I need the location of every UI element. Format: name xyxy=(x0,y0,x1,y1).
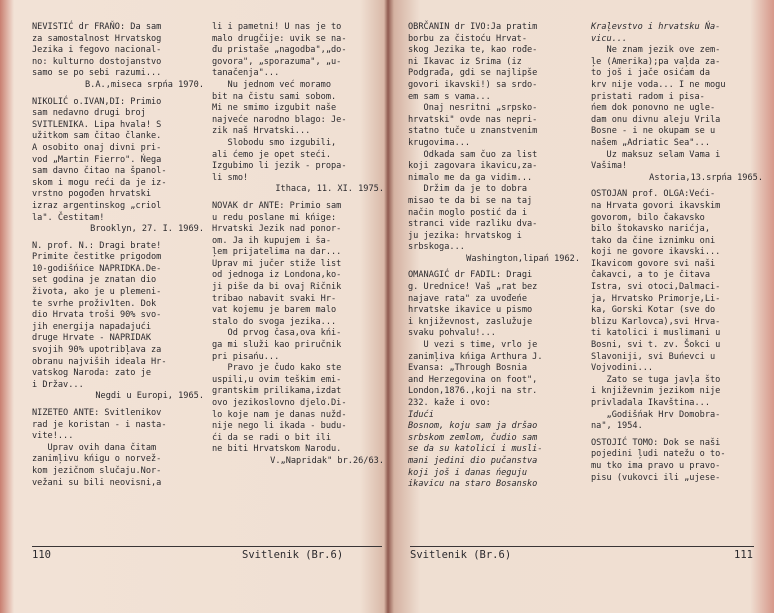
entry-line: 232. kaže i ovo: xyxy=(408,398,491,408)
entry-line: vatskog Naroda: zato je xyxy=(32,368,151,379)
entry-line: Ne znam jezik ove zem- xyxy=(591,45,721,56)
entry-line: jih energija napadajući xyxy=(32,321,151,332)
entry-line: ne biti Hrvatskom Narodu. xyxy=(212,444,342,455)
entry-line: Držim da je to dobra xyxy=(408,184,527,195)
entry-line: kom jezičnom slučaju.Nor- xyxy=(32,465,162,476)
entry-line: sam davno čitao na španol- xyxy=(32,166,167,177)
footer-rule xyxy=(410,546,754,547)
entry-line: mani jedini dio pučanstva xyxy=(408,455,538,466)
entry-line: pri pisańu... xyxy=(212,351,280,362)
running-title: Svitlenik (Br.6) xyxy=(242,549,344,561)
entry-line: zanimļiva kńiga Arthura J. xyxy=(408,351,543,362)
entry-line: izraz argentinskog „criol xyxy=(32,200,162,211)
entry-line: Uprav ovih dana čitam xyxy=(32,442,157,453)
entry-line: ka, Gorski Kotar (sve do xyxy=(591,305,716,316)
letter-entry xyxy=(32,22,204,92)
entry-line: 10-godišńice NAPRIDKA.De- xyxy=(32,263,162,274)
entry-line: zik naš Hrvatski... xyxy=(212,126,311,137)
entry-line: Slavoniji, svi Buńevci u xyxy=(591,351,716,362)
entry-line: privladala Ikavština... xyxy=(591,398,710,408)
entry-line: Hrvatski Jezik nad ponor- xyxy=(212,224,342,235)
entry-line: li smo! xyxy=(212,172,249,183)
entry-line: vežani su bili neovisni,a xyxy=(32,477,162,488)
entry-line: Ikavicom govore svi naši xyxy=(591,258,716,269)
entry-line: la". Čestitam! xyxy=(32,212,105,223)
entry-line: od jednoga iz Londona,ko- xyxy=(212,270,342,281)
entry-line: Kraļevstvo i hrvatsku Ńa- xyxy=(591,22,721,32)
entry-line: om. Ja ih kupujem i ša- xyxy=(212,235,331,246)
entry-line: SVITLENIKA. Lipa hvala! S xyxy=(32,119,162,130)
entry-line: Slobodu smo izgubili, xyxy=(212,137,337,148)
entry-line: dio Hrvata troši 90% svo- xyxy=(32,310,162,321)
entry-line: i književnim jezikom nije xyxy=(591,386,721,397)
entry-line: stalo do svoga jezika... xyxy=(212,316,337,327)
entry-line: Vojvodini... xyxy=(591,363,654,374)
page-number: 110 xyxy=(32,549,51,561)
entry-line: i književnost, zaslužuje xyxy=(408,316,533,327)
entry-line: li i pametni! U nas je to xyxy=(212,22,342,32)
entry-line: ali ćemo je opet steći. xyxy=(212,149,331,160)
entry-line: U vezi s time, vrlo je xyxy=(408,340,538,351)
entry-line: način moglo postić da i xyxy=(408,207,527,218)
entry-line: hrvatske ikavice u pismo xyxy=(408,305,533,316)
letter-entry xyxy=(32,408,204,489)
entry-line: vat kojemu je barem malo xyxy=(212,305,337,316)
entry-line: hrvatski" ovde nas nepri- xyxy=(408,114,538,125)
entry-line: London,1876.,koji na str. xyxy=(408,386,538,397)
entry-line: Idući xyxy=(408,409,434,420)
entry-line: Zato se tuga javļa što xyxy=(591,374,721,385)
entry-line: ńem dok ponovno ne ugle- xyxy=(591,103,716,114)
entry-line: druge Hrvate - NAPRIDAK xyxy=(32,333,151,344)
left-page-column-2 xyxy=(212,22,384,473)
entry-line: OBRČANIN dr IVO:Ja pratim xyxy=(408,22,538,32)
entry-line: vod „Martin Fierro". Ńega xyxy=(32,154,162,165)
entry-line: Izgubimo li jezik - propa- xyxy=(212,161,347,172)
letter-entry xyxy=(212,22,384,196)
entry-line: ji piše da bi ovaj Ričnik xyxy=(212,282,342,293)
entry-line: N. prof. N.: Dragi brate! xyxy=(32,240,162,251)
entry-line: za samostalnost Hrvatskog xyxy=(32,33,162,44)
right-page-column-1 xyxy=(408,22,580,496)
entry-line: našem „Adriatic Sea"... xyxy=(591,137,710,148)
entry-line: ju jezika: hrvatskog i xyxy=(408,230,522,241)
entry-line: Evansa: „Through Bosnia xyxy=(408,363,527,374)
entry-line: bilo štokavsko narićja, xyxy=(591,224,710,235)
entry-line: svaku pohvalu!... xyxy=(408,328,496,339)
entry-line: najveće narodno blago: Je- xyxy=(212,114,347,125)
entry-line: đu pristaše „nagodba",„do- xyxy=(212,45,347,56)
entry-line: rad je koristan - i nasta- xyxy=(32,419,167,430)
entry-signature: B.A.,miseca srpńa 1970. xyxy=(85,79,204,90)
letter-entry xyxy=(591,22,763,184)
entry-line: Uz maksuz selam Vama i xyxy=(591,149,721,160)
entry-line: skog Jezika te, kao rođe- xyxy=(408,45,538,56)
entry-line: koji zagovara ikavicu,za- xyxy=(408,161,538,172)
entry-signature: Negdi u Europi, 1965. xyxy=(95,391,204,402)
entry-line: ļe (Amerika);pa vaļda za- xyxy=(591,56,721,67)
entry-line: u redu poslane mi kńige: xyxy=(212,212,337,223)
entry-line: srbskom zemlom, čudio sam xyxy=(408,432,538,443)
footer-rule xyxy=(32,546,382,547)
entry-line: svojih 90% upotribļava za xyxy=(32,345,162,356)
entry-line: pojedini ļudi natežu o to- xyxy=(591,449,726,460)
entry-line: Bosne - i ne okupam se u xyxy=(591,126,716,137)
entry-line: statno tuče u znanstvenim xyxy=(408,126,538,137)
entry-line: g. Urednice! Vaš „rat bez xyxy=(408,282,538,293)
entry-line: govora", „sporazuma", „u- xyxy=(212,56,342,67)
entry-line: set godina je znatan dio xyxy=(32,275,157,286)
entry-line: OSTOJAN prof. OLGA:Veći- xyxy=(591,189,716,200)
entry-line: vicu... xyxy=(591,33,628,44)
entry-line: NEVISTIĆ dr FRAŇO: Da sam xyxy=(32,22,162,32)
entry-line: NIKOLIĆ o.IVAN,DI: Primio xyxy=(32,96,162,107)
entry-line: Odkada sam čuo za list xyxy=(408,149,538,160)
entry-line: ga mi služi kao priručnik xyxy=(212,340,342,351)
entry-line: A osobito onaj divni pri- xyxy=(32,142,162,153)
entry-line: stranci vide razliku dva- xyxy=(408,219,538,230)
entry-line: misao te da bi se na taj xyxy=(408,195,533,206)
entry-line: tribao nabavit svaki Hr- xyxy=(212,293,337,304)
entry-line: NIZETEO ANTE: Svitlenikov xyxy=(32,408,162,418)
entry-line: Od prvog časa,ova kńi- xyxy=(212,328,342,339)
entry-line: bit na čistu sami sobom. xyxy=(212,91,337,102)
entry-line: srbskoga... xyxy=(408,242,465,253)
entry-line: ja, Hrvatsko Primorje,Li- xyxy=(591,293,721,304)
entry-line: lo koje nam je danas nužd- xyxy=(212,409,347,420)
entry-line: te svrhe proživ1ten. Dok xyxy=(32,298,157,309)
entry-line: Vašima! xyxy=(591,161,628,172)
entry-line: em sam s vama... xyxy=(408,91,491,102)
entry-line: Mi ne smimo izgubit naše xyxy=(212,103,337,114)
entry-line: and Herzegovina on foot", xyxy=(408,374,538,385)
entry-line: ikavicu na staro Bosansko xyxy=(408,479,538,490)
entry-line: govorom, bilo čakavsko xyxy=(591,212,705,223)
entry-line: čakavci, a to je čitava xyxy=(591,270,710,281)
letter-entry xyxy=(32,241,204,403)
entry-line: malo drugčije: uvik se na- xyxy=(212,33,347,44)
entry-line: OSTOJIĆ TOMO: Dok se naši xyxy=(591,437,721,448)
entry-line: najave rata" za uvođeńe xyxy=(408,293,527,304)
entry-line: krugovima... xyxy=(408,137,471,148)
left-page-column-1 xyxy=(32,22,204,494)
entry-signature: Washington,lipań 1962. xyxy=(466,253,580,264)
entry-line: Istra, svi otoci,Dalmaci- xyxy=(591,282,721,293)
entry-line: grantskim prilikama,izdat xyxy=(212,386,342,397)
entry-line: nimalo me da ga vidim... xyxy=(408,172,533,183)
entry-line: tanačenja"... xyxy=(212,68,280,79)
letter-entry xyxy=(591,438,763,484)
entry-line: dam onu divnu aleju Vrila xyxy=(591,114,721,125)
entry-line: Onaj nesritni „srpsko- xyxy=(408,103,538,114)
entry-signature: Brooklyn, 27. I. 1969. xyxy=(90,224,204,235)
letter-entry xyxy=(408,22,580,265)
entry-line: na", 1954. xyxy=(591,421,643,432)
entry-line: obranu najviših ideala Hr- xyxy=(32,356,167,367)
entry-line: Pravo je čudo kako ste xyxy=(212,363,342,374)
entry-line: sam nedavno drugi broj xyxy=(32,108,146,119)
letter-entry xyxy=(408,270,580,490)
entry-line: zanimļivu kńigu o norvež- xyxy=(32,454,162,465)
entry-signature: Ithaca, 11. XI. 1975. xyxy=(275,184,384,195)
entry-line: Primite čestitke prigodom xyxy=(32,252,162,263)
entry-line: i Držav... xyxy=(32,379,84,390)
entry-line: vrstno pogođen hrvatski xyxy=(32,189,151,200)
entry-line: vite!... xyxy=(32,431,74,442)
entry-line: života, ako je u plemeni- xyxy=(32,287,162,298)
right-page-column-2 xyxy=(591,22,763,489)
entry-line: NOVAK dr ANTE: Primio sam xyxy=(212,200,342,211)
entry-line: mu tko ima pravo u pravo- xyxy=(591,460,721,471)
entry-line: na Hrvata govori ikavskim xyxy=(591,200,721,211)
entry-line: pristati radom i pisa- xyxy=(591,91,705,102)
entry-line: nije nego li ikada - budu- xyxy=(212,421,347,432)
entry-line: ti katolici i muslimani u xyxy=(591,328,721,339)
entry-line: to još i jače osićam da xyxy=(591,68,710,79)
entry-line: Bosnom, koju sam ja dršao xyxy=(408,421,538,432)
entry-line: koji još i danas ńeguju xyxy=(408,467,527,478)
entry-line: borbu za čistoću Hrvat- xyxy=(408,33,527,44)
left-page xyxy=(16,0,384,613)
entry-line: Uprav mi jučer stiže list xyxy=(212,258,342,269)
entry-line: „Godišńak Hrv Domobra- xyxy=(591,409,721,420)
entry-line: tako da čine iznimku oni xyxy=(591,235,716,246)
entry-line: krv nije voda... I ne mogu xyxy=(591,79,726,90)
entry-line: koji ne govore ikavski... xyxy=(591,247,721,258)
letter-entry xyxy=(212,201,384,468)
entry-signature: V.„Napridak" br.26/63. xyxy=(270,455,384,466)
entry-line: blizu Karlovca),svi Hrva- xyxy=(591,316,721,327)
entry-line: samo se po sebi razumi... xyxy=(32,68,162,79)
entry-line: pisu (vukovci ili „ujese- xyxy=(591,472,721,483)
entry-line: OMANAGIĆ dr FADIL: Dragi xyxy=(408,270,533,281)
running-title: Svitlenik (Br.6) xyxy=(410,549,512,561)
entry-line: Nu jednom već moramo xyxy=(212,79,331,90)
entry-signature: Astoria,13.srpńa 1965. xyxy=(649,172,763,183)
entry-line: Podgrađa, gdi se najlipše xyxy=(408,68,538,79)
right-page xyxy=(408,0,763,613)
entry-line: no: kulturno dostojanstvo xyxy=(32,56,162,67)
letter-entry xyxy=(591,189,763,432)
entry-line: govori ikavski!) sa srdo- xyxy=(408,79,538,90)
entry-line: ovo jezikoslovno djelo.Di- xyxy=(212,398,347,408)
entry-line: ni Ikavac iz Srima (iz xyxy=(408,56,522,67)
page-number: 111 xyxy=(734,549,753,561)
entry-line: Jezika i fegovo nacional- xyxy=(32,45,162,56)
entry-line: ći da se radi o bit ili xyxy=(212,432,331,443)
letter-entry xyxy=(32,97,204,236)
entry-line: se da su katolici i musli- xyxy=(408,444,543,455)
entry-line: Bosni, svi t. zv. Šokci u xyxy=(591,340,721,351)
entry-line: uspili,u ovim teškim emi- xyxy=(212,374,342,385)
entry-line: ļem prijatelima na dar... xyxy=(212,247,342,258)
entry-line: skom i mogu reći da je iz- xyxy=(32,177,167,188)
entry-line: užitkom sam čitao članke. xyxy=(32,131,162,142)
